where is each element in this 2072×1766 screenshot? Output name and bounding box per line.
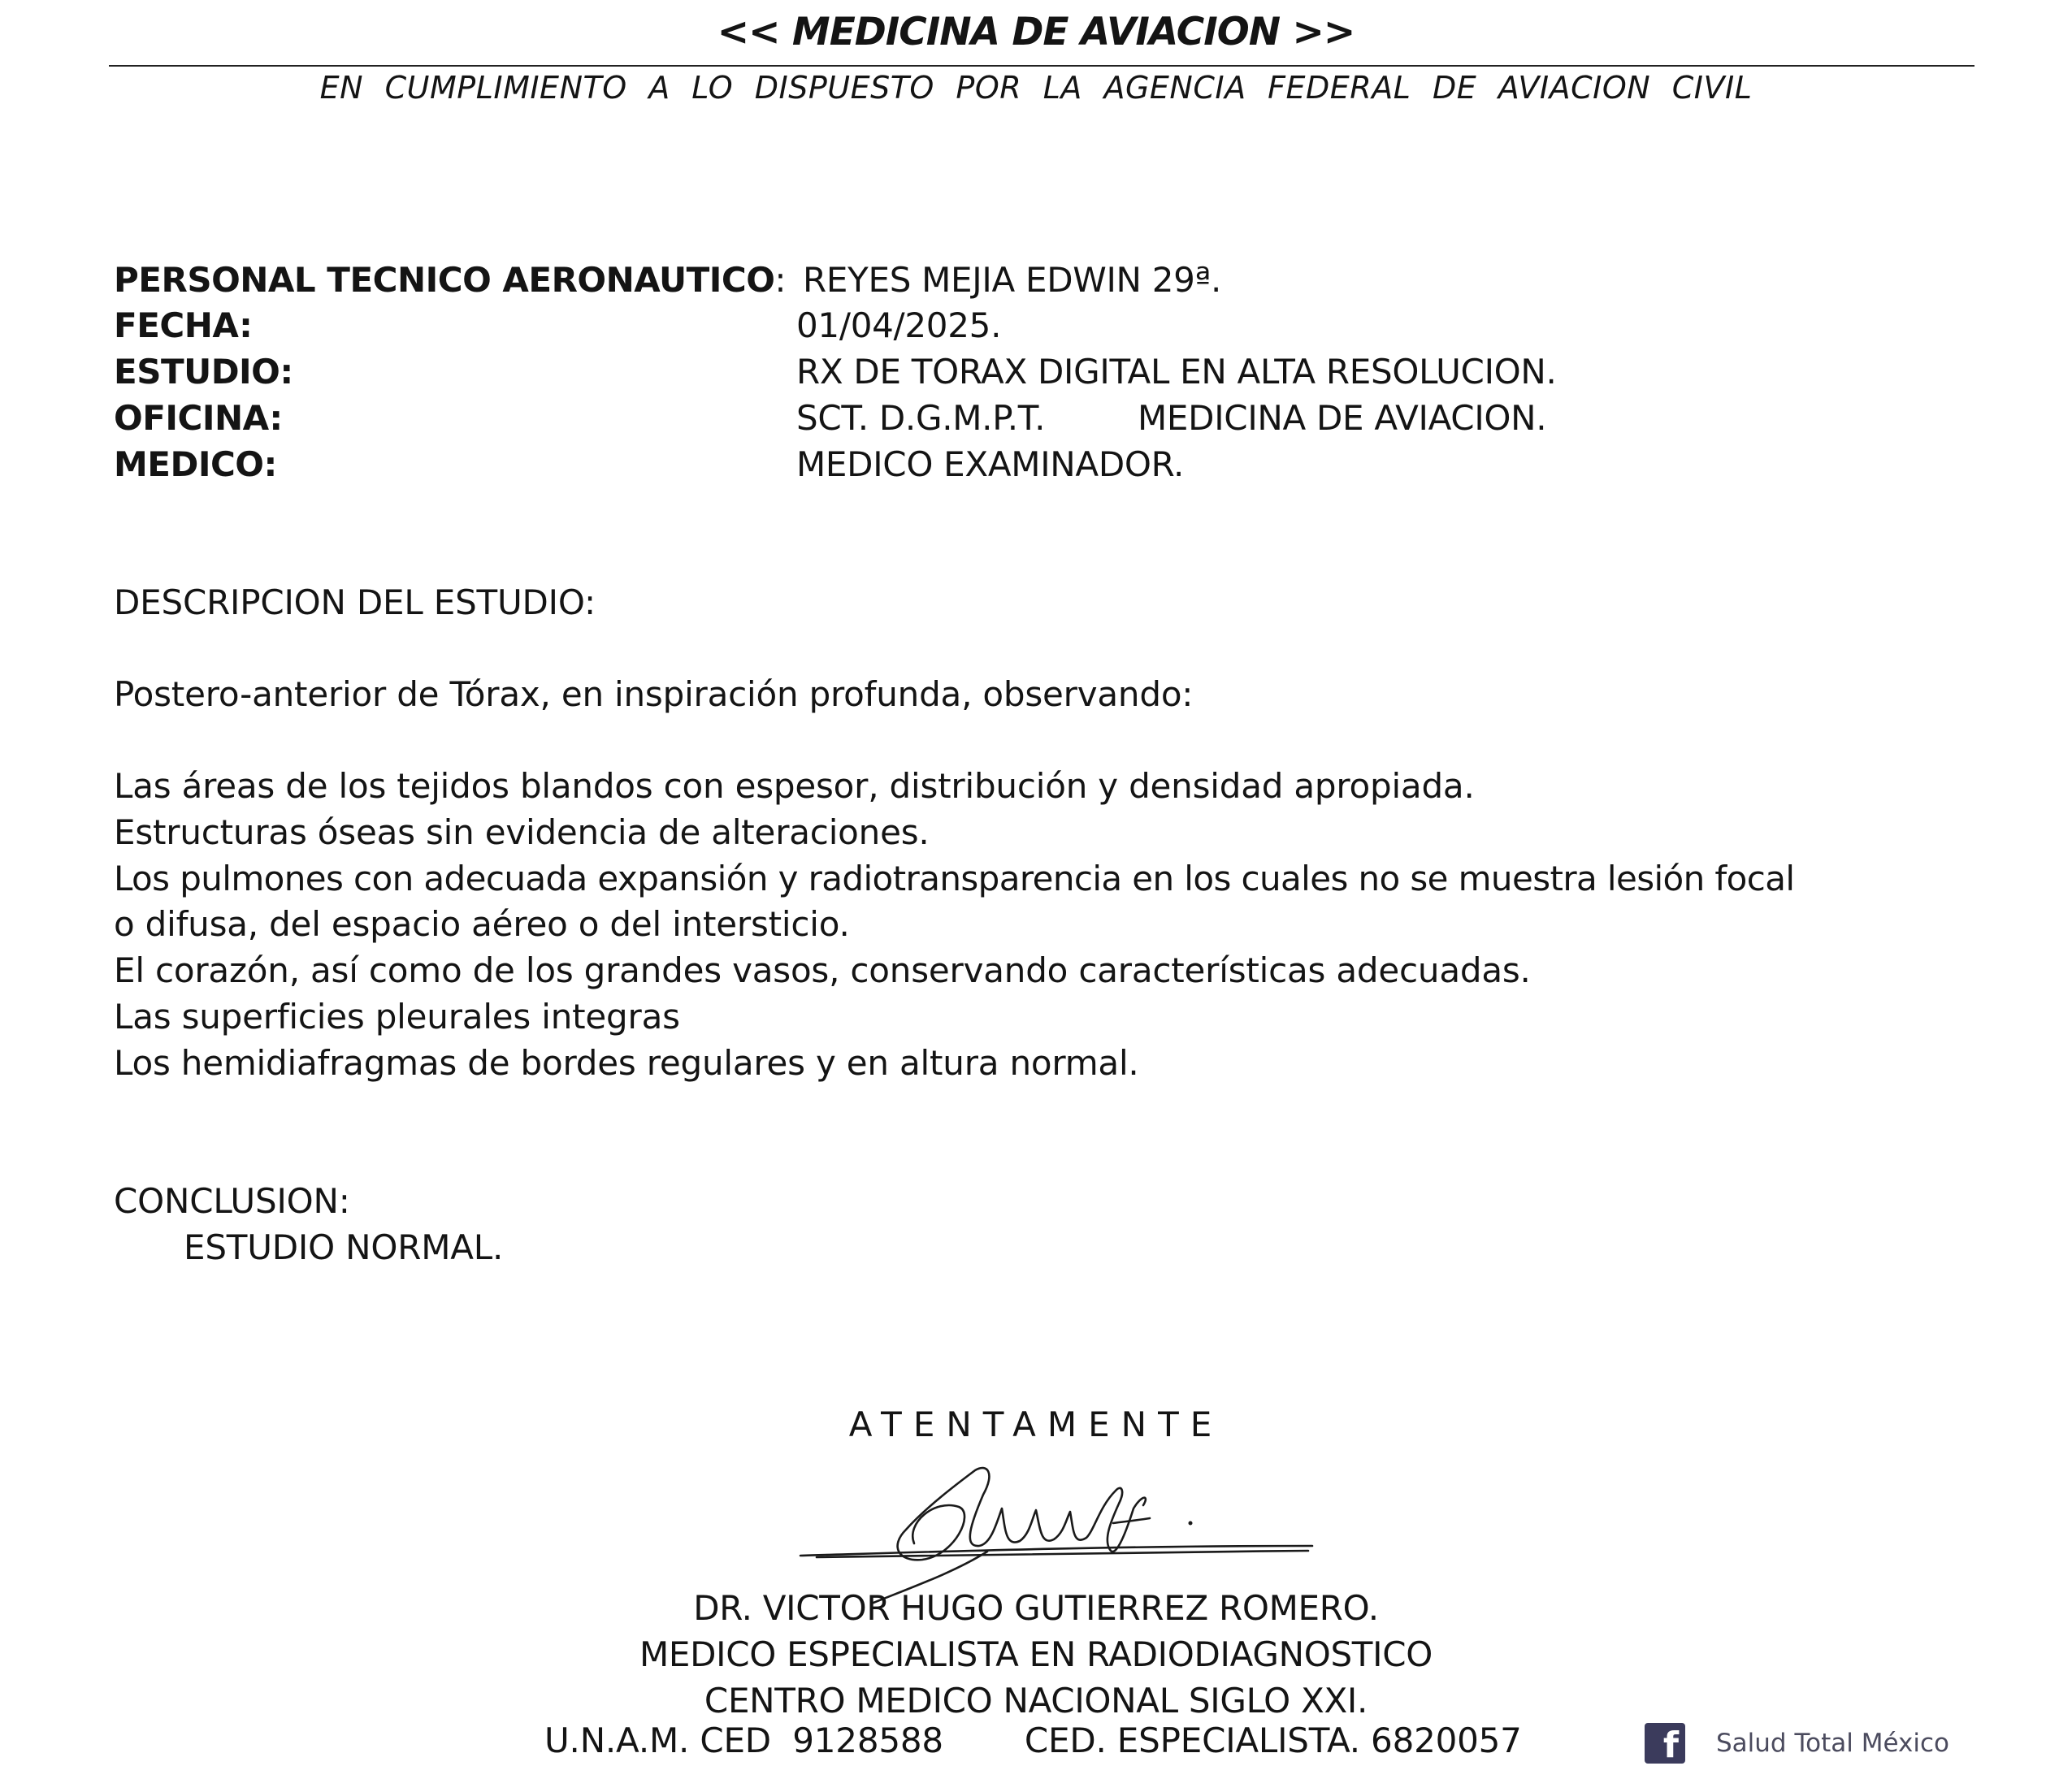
description-line: Las superficies pleurales integras (114, 997, 680, 1037)
document-title: << MEDICINA DE AVIACION >> (717, 10, 1355, 54)
personal-label (114, 260, 786, 300)
header-divider (109, 65, 1974, 67)
personal-value: REYES MEJIA EDWIN 29ª. (803, 260, 1222, 300)
description-line: Estructuras óseas sin evidencia de alteraciones. (114, 812, 930, 852)
credentials-row (544, 1721, 1522, 1760)
signatory-institution: CENTRO MEDICO NACIONAL SIGLO XXI. (704, 1681, 1368, 1721)
oficina-value-office: SCT. D.G.M.P.T. (796, 398, 1046, 438)
description-line: o difusa, del espacio aéreo o del intersticio. (114, 904, 850, 944)
oficina-value-department: MEDICINA DE AVIACION. (1138, 398, 1547, 438)
conclusion-heading: CONCLUSION: (114, 1181, 350, 1221)
closing-salutation: ATENTAMENTE (848, 1405, 1224, 1444)
personal-label-colon: : (774, 260, 787, 300)
signatory-name: DR. VICTOR HUGO GUTIERREZ ROMERO. (693, 1588, 1379, 1628)
facebook-icon: f (1645, 1723, 1685, 1764)
watermark-text: Salud Total México (1716, 1729, 1949, 1758)
ced-specialist: CED. ESPECIALISTA. 6820057 (1024, 1721, 1522, 1760)
description-line: El corazón, así como de los grandes vasos, conservando características adecuadas. (114, 950, 1531, 990)
estudio-value: RX DE TORAX DIGITAL EN ALTA RESOLUCION. (796, 352, 1557, 392)
estudio-label: ESTUDIO: (114, 352, 293, 392)
ced-unam: U.N.A.M. CED 9128588 (544, 1721, 943, 1760)
fecha-label: FECHA: (114, 305, 253, 345)
medico-value: MEDICO EXAMINADOR. (796, 444, 1185, 484)
description-heading: DESCRIPCION DEL ESTUDIO: (114, 582, 596, 622)
oficina-label: OFICINA: (114, 398, 283, 438)
personal-label-text: PERSONAL TECNICO AERONAUTICO (114, 260, 775, 300)
document-subtitle: EN CUMPLIMIENTO A LO DISPUESTO POR LA AGENCIA FEDERAL DE AVIACION CIVIL (319, 70, 1753, 106)
fecha-value: 01/04/2025. (796, 305, 1002, 345)
description-line: Los pulmones con adecuada expansión y radiotransparencia en los cuales no se muestra lesión focal (114, 859, 1795, 898)
signatory-specialty: MEDICO ESPECIALISTA EN RADIODIAGNOSTICO (639, 1634, 1433, 1674)
watermark (1645, 1721, 1949, 1766)
medico-label: MEDICO: (114, 444, 277, 484)
description-intro: Postero-anterior de Tórax, en inspiración profunda, observando: (114, 674, 1194, 714)
description-line: Los hemidiafragmas de bordes regulares y en altura normal. (114, 1043, 1139, 1083)
conclusion-text: ESTUDIO NORMAL. (184, 1227, 504, 1267)
description-line: Las áreas de los tejidos blandos con espesor, distribución y densidad apropiada. (114, 766, 1475, 806)
